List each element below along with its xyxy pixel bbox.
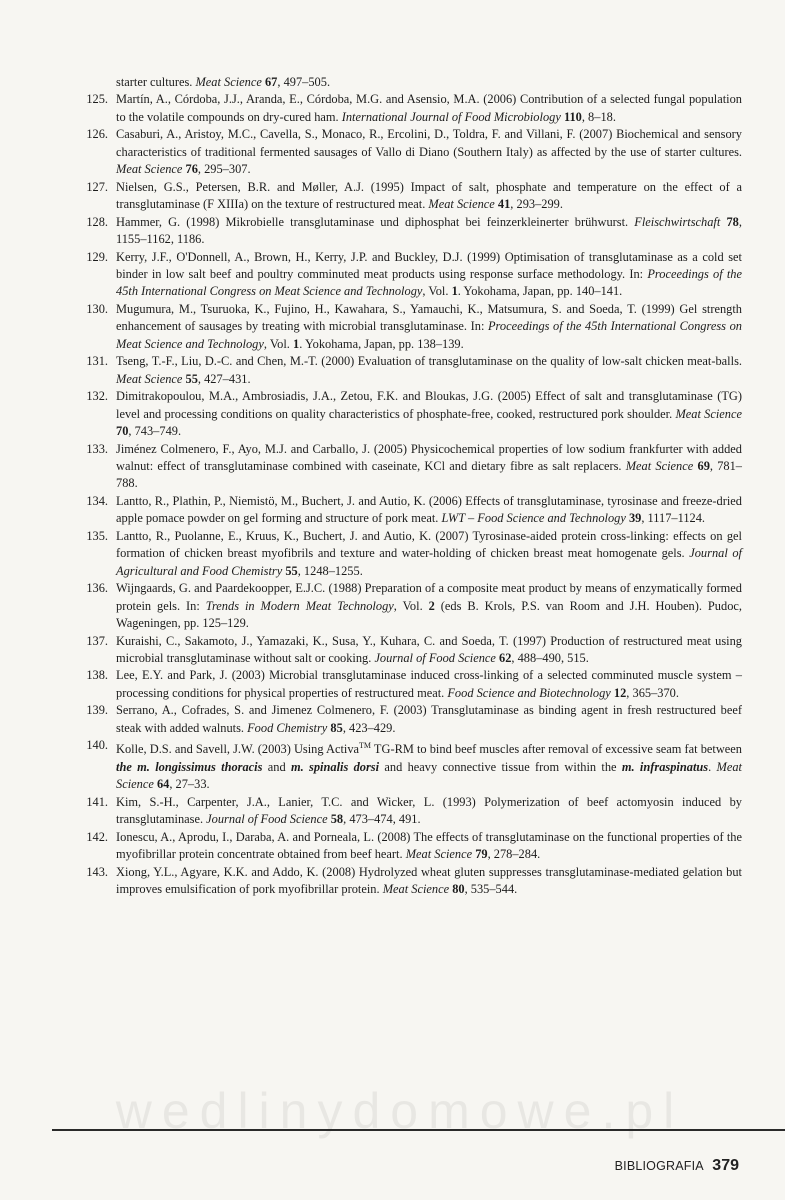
reference-text: Ionescu, A., Aprodu, I., Daraba, A. and Porneala, L. (2008) The effects of transglutaminase on the functional properties of the myofibrillar protein concentrate obtained from beef heart.: [116, 829, 742, 862]
reference-text: , 27–33.: [169, 777, 210, 792]
reference-number: 126.: [86, 127, 108, 142]
reference-text: Dimitrakopoulou, M.A., Ambrosiadis, J.A., Zetou, F.K. and Bloukas, J.G. (2005) Effect of salt and transglutaminase (TG) level and processing conditions on quality characteristics of phosphate-free, cooked, restructured pork shoulder.: [116, 389, 742, 421]
volume-number: 70: [116, 424, 129, 439]
reference-text: , 365–370.: [626, 685, 679, 700]
reference-continuation: [82, 74, 742, 91]
reference-text: TG-RM to bind beef muscles after removal of excessive seam fat between: [371, 742, 742, 757]
reference-text: . Yokohama, Japan, pp. 138–139.: [299, 336, 464, 351]
journal-title: Meat Science: [428, 197, 495, 212]
reference-text: starter cultures.: [116, 75, 196, 89]
reference-item: [82, 667, 742, 702]
reference-item: [82, 864, 742, 899]
reference-number: 133.: [86, 441, 108, 456]
volume-number: 62: [499, 650, 512, 665]
reference-number: 143.: [86, 864, 108, 879]
reference-text: TM: [359, 741, 372, 751]
reference-text: Jiménez Colmenero, F., Ayo, M.J. and Carballo, J. (2005) Physicochemical properties of low sodium frankfurter with added walnut: effect of transglutaminase combined with caseinate, KCl and dietary fibre as salt replacers.: [116, 441, 742, 473]
watermark-text: wedlinydomowe.pl: [115, 1083, 685, 1139]
journal-title: Meat Science: [116, 162, 183, 177]
reference-number: 130.: [86, 301, 108, 316]
reference-number: 136.: [86, 581, 108, 596]
reference-list: [82, 74, 742, 898]
reference-text: , 1155–1162, 1186.: [116, 214, 742, 247]
volume-number: 1: [293, 336, 300, 351]
volume-number: 80: [452, 881, 465, 896]
reference-text: , 497–505.: [277, 75, 331, 89]
footer-rule: [52, 1129, 785, 1131]
reference-number: 137.: [86, 633, 108, 648]
journal-title: LWT – Food Science and Technology: [441, 511, 626, 526]
volume-number: 1: [451, 284, 458, 299]
reference-text: , 473–474, 491.: [343, 812, 421, 827]
reference-text: and heavy connective tissue from within the: [379, 759, 622, 774]
reference-text: Casaburi, A., Aristoy, M.C., Cavella, S., Monaco, R., Ercolini, D., Toldra, F. and Villani, F. (2007) Biochemical and sensory characteristics of traditional fermented sausages of Vallo di Diano (Southern Italy) as affected by the use of starter cultures.: [116, 127, 742, 159]
page-footer: [615, 1157, 739, 1175]
reference-text: , 423–429.: [342, 720, 396, 735]
volume-number: 12: [613, 685, 627, 700]
volume-number: 110: [563, 109, 582, 124]
reference-item: [82, 179, 742, 214]
reference-item: [82, 633, 742, 668]
reference-text: Lantto, R., Puolanne, E., Kruus, K., Buchert, J. and Autio, K. (2007) Tyrosinase-aided protein cross-linking: effects on gel formation of chicken breast myofibrils and texture and water-holding of chicken breast meat homogenate gels.: [116, 528, 742, 561]
volume-number: 67: [264, 75, 278, 89]
reference-number: 134.: [86, 493, 108, 508]
reference-text: , 1117–1124.: [641, 511, 706, 526]
journal-title: Journal of Agricultural and Food Chemistry: [116, 546, 743, 578]
reference-number: 128.: [86, 214, 108, 229]
reference-text: , 427–431.: [197, 371, 251, 386]
reference-number: 131.: [86, 354, 108, 369]
journal-title: Meat Science: [625, 458, 694, 473]
reference-text: . Yokohama, Japan, pp. 140–141.: [457, 284, 623, 299]
reference-item: [82, 301, 742, 353]
reference-text: , 781–788.: [116, 458, 743, 491]
reference-item: [82, 702, 742, 737]
reference-text: , 278–284.: [487, 847, 541, 862]
volume-number: 85: [330, 720, 343, 735]
reference-item: [82, 441, 742, 493]
reference-text: , 535–544.: [464, 881, 518, 896]
reference-text: , 743–749.: [128, 424, 182, 439]
reference-number: 139.: [86, 703, 108, 718]
reference-text: Hammer, G. (1998) Mikrobielle transglutaminase und diphosphat bei feinzerkleinerter brühwurst.: [116, 214, 635, 229]
reference-text: , Vol.: [263, 336, 293, 351]
journal-title: Meat Science: [116, 371, 183, 386]
volume-number: the m. longissimus thoracis: [116, 759, 263, 774]
reference-text: .: [708, 759, 717, 774]
reference-text: Kerry, J.F., O'Donnell, A., Brown, H., Kerry, J.P. and Buckley, D.J. (1999) Optimisation of transglutaminase as a cold set binder in low salt beef and poultry comminuted meat products using response surface methodology. In:: [116, 249, 742, 281]
reference-text: Kolle, D.S. and Savell, J.W. (2003) Using Activa: [116, 742, 360, 757]
reference-text: Serrano, A., Cofrades, S. and Jimenez Colmenero, F. (2003) Transglutaminase as binding agent in fresh restructured beef steak with added walnuts.: [116, 703, 742, 735]
reference-item: [82, 249, 742, 301]
reference-text: , Vol.: [393, 598, 429, 613]
reference-text: Xiong, Y.L., Agyare, K.K. and Addo, K. (2008) Hydrolyzed wheat gluten suppresses transglutaminase-mediated gelation but improves emulsification of pork myofibrillar protein.: [116, 864, 742, 896]
reference-number: 138.: [86, 668, 108, 683]
volume-number: m. infraspinatus: [621, 759, 709, 774]
volume-number: 69: [697, 458, 710, 473]
reference-item: [82, 214, 742, 249]
reference-item: [82, 580, 742, 632]
reference-item: [82, 737, 742, 793]
volume-number: 78: [726, 214, 739, 229]
journal-title: Fleischwirtschaft: [634, 214, 721, 229]
reference-number: 140.: [86, 738, 108, 753]
reference-text: and: [262, 759, 291, 774]
journal-title: International Journal of Food Microbiology: [341, 109, 561, 124]
reference-item: [82, 829, 742, 864]
reference-number: 135.: [86, 528, 108, 543]
reference-text: Lee, E.Y. and Park, J. (2003) Microbial transglutaminase induced cross-linking of a selected comminuted muscle system – processing conditions for physical properties of restructured meat.: [116, 668, 742, 700]
reference-number: 125.: [86, 92, 108, 107]
journal-title: Proceedings of the 45th International Congress on Meat Science and Technology: [116, 266, 742, 299]
volume-number: 79: [475, 847, 488, 862]
reference-text: Kuraishi, C., Sakamoto, J., Yamazaki, K., Susa, Y., Kuhara, C. and Soeda, T. (1997) Production of restructured meat using microbial transglutaminase without salt or cooking.: [116, 633, 742, 665]
volume-number: 41: [497, 197, 511, 212]
journal-title: Proceedings of the 45th International Congress on Meat Science and Technology: [116, 319, 742, 351]
reference-number: 129.: [86, 249, 108, 264]
reference-text: , 8–18.: [581, 109, 616, 124]
reference-item: [82, 353, 742, 388]
volume-number: 55: [285, 563, 298, 578]
reference-number: 141.: [86, 794, 108, 809]
journal-title: Journal of Food Science: [374, 650, 496, 665]
volume-number: 39: [628, 511, 642, 526]
volume-number: 76: [185, 162, 198, 177]
reference-number: 142.: [86, 829, 108, 844]
journal-title: Meat Science: [382, 881, 450, 896]
reference-number: 132.: [86, 389, 108, 404]
journal-title: Food Chemistry: [247, 720, 328, 735]
journal-title: Meat Science: [675, 406, 742, 421]
reference-text: , Vol.: [422, 284, 452, 299]
volume-number: 58: [330, 812, 344, 827]
reference-item: [82, 493, 742, 528]
volume-number: 2: [428, 598, 435, 613]
journal-title: Meat Science: [195, 75, 262, 89]
reference-text: , 488–490, 515.: [511, 650, 589, 665]
reference-entries: [82, 91, 742, 898]
reference-text: Mugumura, M., Tsuruoka, K., Fujino, H., Kawahara, S., Yamauchi, K., Matsumura, S. and Soeda, T. (1999) Gel strength enhancement of sausages by treating with microbial transglutaminase. In:: [116, 301, 742, 334]
journal-title: Food Science and Biotechnology: [447, 685, 611, 700]
reference-item: [82, 388, 742, 440]
reference-text: (eds B. Krols, P.S. van Room and J.H. Houben). Pudoc, Wageningen, pp. 125–129.: [116, 598, 742, 631]
reference-number: 127.: [86, 179, 108, 194]
page-number: 379: [712, 1157, 739, 1174]
reference-text: Martín, A., Córdoba, J.J., Aranda, E., Córdoba, M.G. and Asensio, M.A. (2006) Contribution of a selected fungal population to the volatile compounds on dry-cured ham.: [116, 92, 742, 124]
reference-text: Tseng, T.-F., Liu, D.-C. and Chen, M.-T. (2000) Evaluation of transglutaminase on the quality of low-salt chicken meat-balls.: [116, 354, 742, 369]
reference-text: Wijngaards, G. and Paardekoopper, E.J.C. (1988) Preparation of a composite meat product by means of enzymatically formed protein gels. In:: [116, 581, 742, 613]
journal-title: Journal of Food Science: [206, 812, 328, 827]
reference-text: Nielsen, G.S., Petersen, B.R. and Møller, A.J. (1995) Impact of salt, phosphate and temperature on the effect of a transglutaminase (F XIIIa) on the texture of restructured meat.: [116, 179, 742, 212]
journal-title: Trends in Modern Meat Technology: [205, 598, 394, 613]
reference-item: [82, 794, 742, 829]
volume-number: 55: [185, 371, 198, 386]
reference-text: , 1248–1255.: [297, 563, 363, 578]
reference-text: , 293–299.: [510, 197, 563, 212]
footer-section-label: BIBLIOGRAFIA: [614, 1159, 704, 1173]
journal-title: Meat Science: [405, 847, 473, 862]
reference-item: [82, 528, 742, 580]
journal-title: Meat Science: [116, 759, 742, 792]
reference-text: , 295–307.: [197, 162, 251, 177]
volume-number: 64: [156, 777, 170, 792]
reference-item: [82, 126, 742, 178]
volume-number: m. spinalis dorsi: [290, 759, 380, 774]
reference-text: Lantto, R., Plathin, P., Niemistö, M., Buchert, J. and Autio, K. (2006) Effects of transglutaminase, tyrosinase and freeze-dried apple pomace powder on gel forming and structure of pork meat.: [116, 493, 742, 526]
reference-text: Kim, S.-H., Carpenter, J.A., Lanier, T.C. and Wicker, L. (1993) Polymerization of beef actomyosin induced by transglutaminase.: [116, 794, 742, 827]
reference-item: [82, 91, 742, 126]
